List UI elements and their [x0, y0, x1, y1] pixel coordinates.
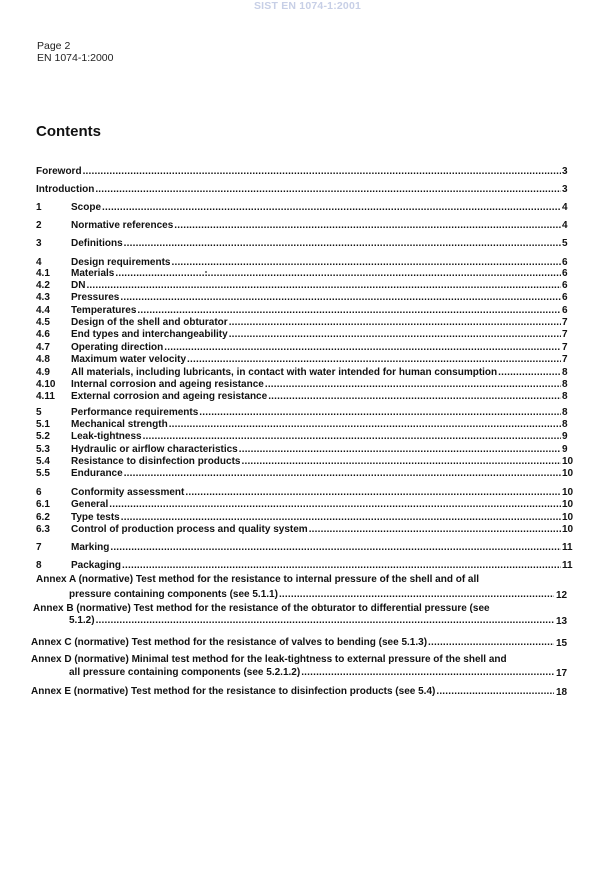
dot-leader: [110, 541, 561, 554]
toc-entry-number: 7: [36, 542, 42, 553]
toc-entry-number: 4.5: [36, 317, 50, 328]
toc-entry-page: 11: [562, 560, 573, 571]
toc-entry-page: 6: [562, 305, 568, 316]
toc-entry-number: 4.4: [36, 305, 50, 316]
toc-entry-title: Leak-tightness: [71, 431, 142, 442]
toc-entry-title: Scope: [71, 202, 102, 213]
toc-entry-page: 4: [562, 202, 568, 213]
toc-entry-page: 10: [562, 512, 574, 523]
toc-entry-number: 5.5: [36, 468, 50, 479]
annex-page: 13: [556, 616, 568, 627]
toc-entry-page: 6: [562, 292, 568, 303]
toc-entry-title: Packaging: [71, 560, 122, 571]
annex-title-line: Annex A (normative) Test method for the resistance to internal pressure of the shell and of all: [36, 574, 480, 585]
toc-entry-title: Design requirements: [71, 257, 171, 268]
toc-entry[interactable]: [0, 541, 615, 554]
toc-entry-page: 7: [562, 342, 568, 353]
toc-entry-number: 1: [36, 202, 42, 213]
toc-entry-title: Foreword: [36, 166, 82, 177]
toc-entry-page: 6: [562, 268, 568, 279]
toc-entry-number: 4.11: [36, 391, 55, 402]
toc-entry-number: 4: [36, 257, 42, 268]
dot-leader: [309, 523, 561, 536]
toc-entry[interactable]: [0, 353, 615, 366]
annex-title-continuation: Annex E (normative) Test method for the resistance to disinfection products (see 5.4): [31, 686, 436, 697]
toc-entry[interactable]: [0, 430, 615, 443]
page-number: Page 2: [37, 40, 71, 52]
toc-entry-number: 8: [36, 560, 42, 571]
toc-entry-page: 3: [562, 166, 568, 177]
toc-entry-title: Maximum water velocity: [71, 354, 187, 365]
dot-leader: [109, 498, 561, 511]
toc-entry-title: Normative references: [71, 220, 174, 231]
toc-entry-title: Type tests: [71, 512, 120, 523]
toc-entry-title: Conformity assessment: [71, 487, 185, 498]
toc-entry[interactable]: [0, 390, 615, 403]
dot-leader: [83, 165, 561, 178]
toc-entry-page: 8: [562, 379, 568, 390]
toc-entry-page: 10: [562, 456, 574, 467]
standard-reference: EN 1074-1:2000: [37, 52, 114, 64]
toc-entry[interactable]: [0, 467, 615, 480]
toc-entry-number: 4.1: [36, 268, 50, 279]
dot-leader: [268, 390, 561, 403]
toc-entry[interactable]: [0, 165, 615, 178]
toc-entry-number: 6.2: [36, 512, 50, 523]
dot-leader: [124, 467, 561, 480]
dot-leader: [301, 667, 554, 678]
toc-entry-page: 8: [562, 407, 568, 418]
dot-leader: [174, 219, 561, 232]
toc-entry[interactable]: [0, 219, 615, 232]
page-title: Contents: [36, 123, 101, 140]
toc-entry-title: Design of the shell and obturator: [71, 317, 228, 328]
toc-entry-number: 6: [36, 487, 42, 498]
toc-entry-number: 5.4: [36, 456, 50, 467]
dot-leader: [124, 237, 561, 250]
toc-entry-title: Performance requirements: [71, 407, 199, 418]
toc-entry-page: 4: [562, 220, 568, 231]
annex-page: 17: [556, 668, 568, 679]
toc-entry-page: 11: [562, 542, 573, 553]
toc-entry-number: 5.3: [36, 444, 50, 455]
toc-entry-page: 10: [562, 524, 574, 535]
toc-entry-title: Resistance to disinfection products: [71, 456, 241, 467]
annex-title-continuation: all pressure containing components (see 5.2.1.2): [69, 667, 301, 678]
toc-entry-page: 7: [562, 329, 568, 340]
toc-entry-title: End types and interchangeability: [71, 329, 228, 340]
toc-entry-title: Pressures: [71, 292, 120, 303]
toc-entry-page: 6: [562, 257, 568, 268]
annex-page: 15: [556, 638, 568, 649]
dot-leader: [436, 686, 554, 697]
toc-entry-title: All materials, including lubricants, in contact with water intended for human consumption: [71, 367, 498, 378]
toc-entry[interactable]: [0, 237, 615, 250]
toc-entry-page: 9: [562, 444, 568, 455]
toc-entry-page: 10: [562, 487, 574, 498]
toc-entry-number: 4.7: [36, 342, 50, 353]
annex-page: 12: [556, 590, 568, 601]
toc-entry-number: 6.3: [36, 524, 50, 535]
toc-entry[interactable]: [0, 183, 615, 196]
toc-entry-number: 2: [36, 220, 42, 231]
toc-entry-title: General: [71, 499, 109, 510]
toc-entry[interactable]: [0, 559, 615, 572]
toc-entry-number: 4.3: [36, 292, 50, 303]
toc-entry-number: 5: [36, 407, 42, 418]
toc-entry-page: 8: [562, 419, 568, 430]
toc-entry-page: 5: [562, 238, 568, 249]
toc-entry-page: 7: [562, 354, 568, 365]
toc-entry-page: 10: [562, 499, 574, 510]
toc-entry-page: 6: [562, 280, 568, 291]
toc-entry-title: Marking: [71, 542, 110, 553]
annex-title-continuation: pressure containing components (see 5.1.1): [69, 589, 278, 600]
toc-entry-title: Definitions: [71, 238, 123, 249]
toc-entry-title: Mechanical strength: [71, 419, 168, 430]
dot-leader: [428, 637, 554, 648]
dot-leader: [120, 291, 561, 304]
toc-entry-number: 4.2: [36, 280, 50, 291]
toc-entry-title: Operating direction: [71, 342, 164, 353]
toc-entry-page: 8: [562, 391, 568, 402]
toc-entry-page: 7: [562, 317, 568, 328]
watermark-text: SIST EN 1074-1:2001: [253, 0, 362, 12]
annex-title-line: Annex D (normative) Minimal test method for the leak-tightness to external pressure of the shell and: [31, 654, 507, 665]
toc-entry-page: 9: [562, 431, 568, 442]
dot-leader: [143, 430, 561, 443]
toc-entry-number: 4.10: [36, 379, 56, 390]
toc-entry-number: 6.1: [36, 499, 50, 510]
toc-entry-number: 5.1: [36, 419, 50, 430]
toc-entry[interactable]: [0, 291, 615, 304]
toc-entry-page: 10: [562, 468, 574, 479]
dot-leader: [187, 353, 561, 366]
toc-entry-page: 3: [562, 184, 568, 195]
annex-title-continuation: Annex C (normative) Test method for the resistance of valves to bending (see 5.1.3): [31, 637, 428, 648]
toc-entry-title: Introduction: [36, 184, 95, 195]
toc-entry[interactable]: [0, 523, 615, 536]
toc-entry-page: 8: [562, 367, 568, 378]
annex-title-line: Annex B (normative) Test method for the resistance of the obturator to differential pressure (see: [33, 603, 490, 614]
toc-entry-title: External corrosion and ageing resistance: [71, 391, 268, 402]
toc-entry-title: Materials: [71, 268, 115, 279]
dot-leader: [102, 201, 561, 214]
toc-entry[interactable]: [0, 498, 615, 511]
annex-page: 18: [556, 687, 568, 698]
toc-entry-number: 5.2: [36, 431, 50, 442]
dot-leader: [279, 589, 554, 600]
toc-entry[interactable]: [0, 201, 615, 214]
toc-entry[interactable]: [0, 328, 615, 341]
annex-title-continuation: 5.1.2): [69, 615, 95, 626]
dot-leader: [122, 559, 561, 572]
toc-entry-number: 4.9: [36, 367, 50, 378]
toc-entry-title: Internal corrosion and ageing resistance: [71, 379, 264, 390]
toc-entry-title: Control of production process and quality system: [71, 524, 308, 535]
toc-entry-number: 4.8: [36, 354, 50, 365]
toc-entry-number: 3: [36, 238, 42, 249]
toc-entry-title: DN: [71, 280, 86, 291]
dot-leader: [96, 615, 554, 626]
toc-entry-title: Temperatures: [71, 305, 137, 316]
toc-entry-title: Endurance: [71, 468, 123, 479]
dot-leader: [95, 183, 561, 196]
toc-entry-title: Hydraulic or airflow characteristics: [71, 444, 238, 455]
toc-entry-number: 4.6: [36, 329, 50, 340]
dot-leader: [229, 328, 561, 341]
